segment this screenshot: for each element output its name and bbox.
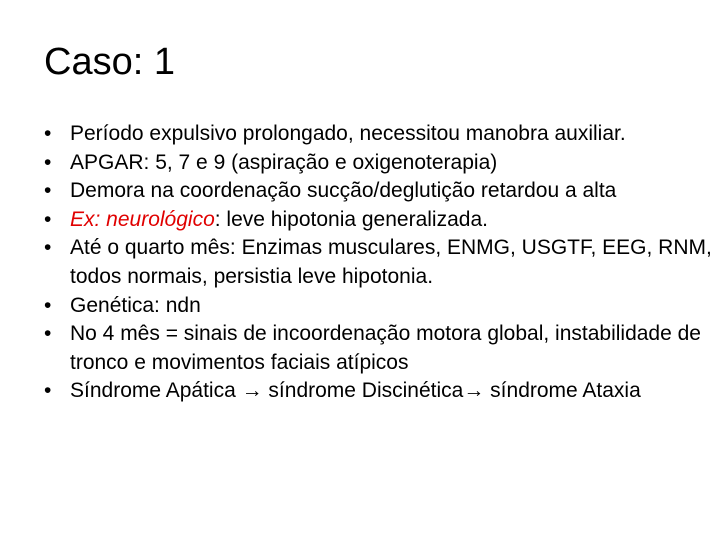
- bullet-icon: •: [44, 207, 52, 231]
- item-text: Até o quarto mês: Enzimas musculares, ENMG, USGTF, EEG, RNM, todos normais, persistia leve hipotonia.: [70, 236, 712, 288]
- item-text: Demora na coordenação sucção/deglutição retardou a alta: [70, 179, 617, 203]
- bullet-list: [44, 120, 720, 406]
- item-text: No 4 mês = sinais de incoordenação motora global, instabilidade de tronco e movimentos faciais atípicos: [70, 322, 701, 374]
- item-text: Genética: ndn: [70, 293, 201, 317]
- bullet-icon: •: [44, 293, 52, 317]
- list-item: [44, 292, 720, 321]
- list-item: [44, 206, 720, 235]
- list-item: [44, 177, 720, 206]
- bullet-icon: •: [44, 150, 52, 174]
- list-item: [44, 149, 720, 178]
- item-text: APGAR: 5, 7 e 9 (aspiração e oxigenoterapia): [70, 150, 498, 174]
- bullet-icon: •: [44, 322, 52, 346]
- list-item: [44, 234, 720, 291]
- slide-title: Caso: 1: [44, 41, 175, 83]
- item-text: Síndrome Apática → síndrome Discinética→ síndrome Ataxia: [70, 379, 641, 403]
- bullet-icon: •: [44, 122, 52, 145]
- bullet-icon: •: [44, 236, 52, 260]
- highlight-text: Ex: neurológico: [70, 207, 215, 231]
- bullet-icon: •: [44, 379, 52, 403]
- item-text: : leve hipotonia generalizada.: [214, 207, 488, 231]
- list-item: [44, 377, 720, 406]
- list-item: [44, 320, 720, 377]
- item-text: Período expulsivo prolongado, necessitou manobra auxiliar.: [70, 122, 626, 145]
- bullet-icon: •: [44, 179, 52, 203]
- list-item: [44, 120, 720, 149]
